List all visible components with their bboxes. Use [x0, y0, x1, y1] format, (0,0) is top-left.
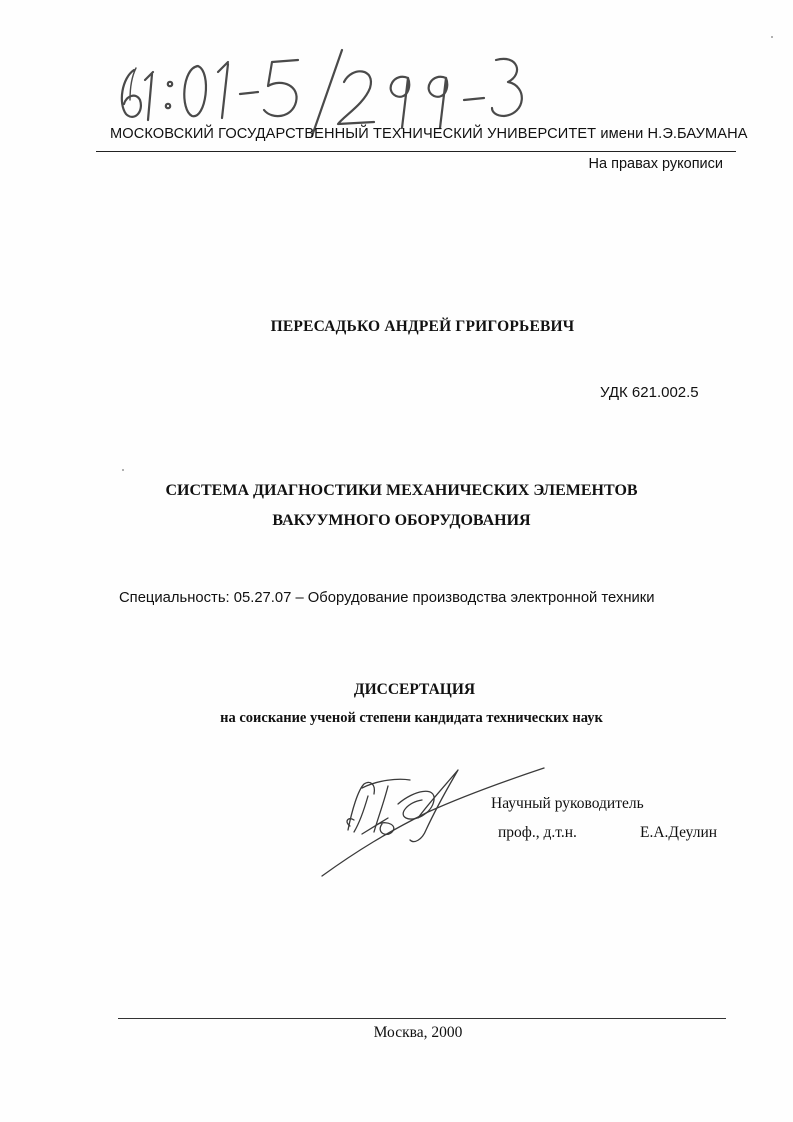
university-name: МОСКОВСКИЙ ГОСУДАРСТВЕННЫЙ ТЕХНИЧЕСКИЙ УНИВЕРСИТЕТ имени Н.Э.БАУМАНА — [110, 126, 748, 142]
footer-divider — [118, 1018, 726, 1019]
manuscript-rights-note: На правах рукописи — [588, 156, 723, 172]
title-line-2: ВАКУУМНОГО ОБОРУДОВАНИЯ — [272, 512, 531, 529]
advisor-signature — [318, 760, 558, 885]
scan-speck — [771, 36, 773, 38]
advisor-label: Научный руководитель — [491, 795, 644, 812]
dissertation-subheading: на соискание ученой степени кандидата технических наук — [220, 710, 603, 726]
advisor-degree: проф., д.т.н. — [498, 824, 577, 841]
archive-number-text — [107, 52, 619, 122]
author-name: ПЕРЕСАДЬКО АНДРЕЙ ГРИГОРЬЕВИЧ — [270, 318, 575, 335]
city-year: Москва, 2000 — [373, 1024, 463, 1041]
header-divider — [96, 151, 736, 152]
dissertation-heading: ДИССЕРТАЦИЯ — [353, 681, 476, 698]
advisor-name: Е.А.Деулин — [640, 824, 718, 841]
title-line-1: СИСТЕМА ДИАГНОСТИКИ МЕХАНИЧЕСКИХ ЭЛЕМЕНТОВ — [165, 482, 638, 499]
dissertation-title — [0, 476, 793, 536]
udk-code: УДК 621.002.5 — [600, 384, 699, 401]
specialty-line: Специальность: 05.27.07 – Оборудование производства электронной техники — [119, 590, 655, 606]
scan-speck — [122, 469, 124, 471]
